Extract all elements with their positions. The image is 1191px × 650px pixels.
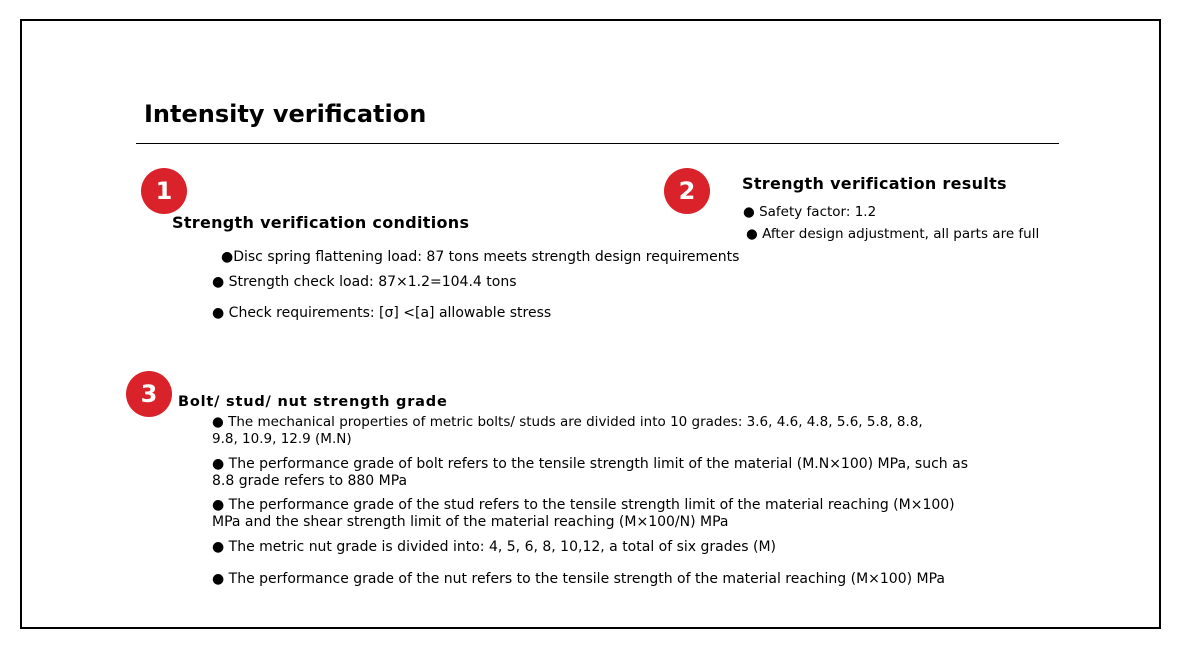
section-2-item-1: ● Safety factor: 1.2 <box>743 204 877 220</box>
title-divider <box>136 143 1059 144</box>
section-1-number-badge: 1 <box>141 168 187 214</box>
section-3-number-badge: 3 <box>126 371 172 417</box>
section-3-item-1: ● The mechanical properties of metric bolts/ studs are divided into 10 grades: 3.6, 4.6, 4.8, 5.6, 5.8, 8.8, 9.8, 10.9, 12.9 (M.N) <box>212 414 923 447</box>
section-2-item-2: ● After design adjustment, all parts are full <box>746 226 1040 242</box>
section-1-item-1: ●Disc spring flattening load: 87 tons meets strength design requirements <box>221 249 740 265</box>
section-3-item-5: ● The performance grade of the nut refers to the tensile strength of the material reaching (M×100) MPa <box>212 571 945 587</box>
page-title: Intensity verification <box>144 100 427 128</box>
section-1-item-3: ● Check requirements: [σ] <[a] allowable stress <box>212 305 552 321</box>
section-2-number-badge: 2 <box>664 168 710 214</box>
section-3-item-3: ● The performance grade of the stud refers to the tensile strength limit of the material reaching (M×100) MPa and the shear strength limit of the material reaching (M×100/N) MPa <box>212 497 955 530</box>
section-3-heading: Bolt/ stud/ nut strength grade <box>178 394 448 410</box>
section-1-item-2: ● Strength check load: 87×1.2=104.4 tons <box>212 274 517 290</box>
section-2-heading: Strength verification results <box>742 174 1007 193</box>
section-3-item-4: ● The metric nut grade is divided into: 4, 5, 6, 8, 10,12, a total of six grades (M) <box>212 539 776 555</box>
section-1-heading: Strength verification conditions <box>172 213 470 232</box>
section-3-item-2: ● The performance grade of bolt refers to the tensile strength limit of the material (M.N×100) MPa, such as 8.8 grade refers to 880 MPa <box>212 456 968 489</box>
